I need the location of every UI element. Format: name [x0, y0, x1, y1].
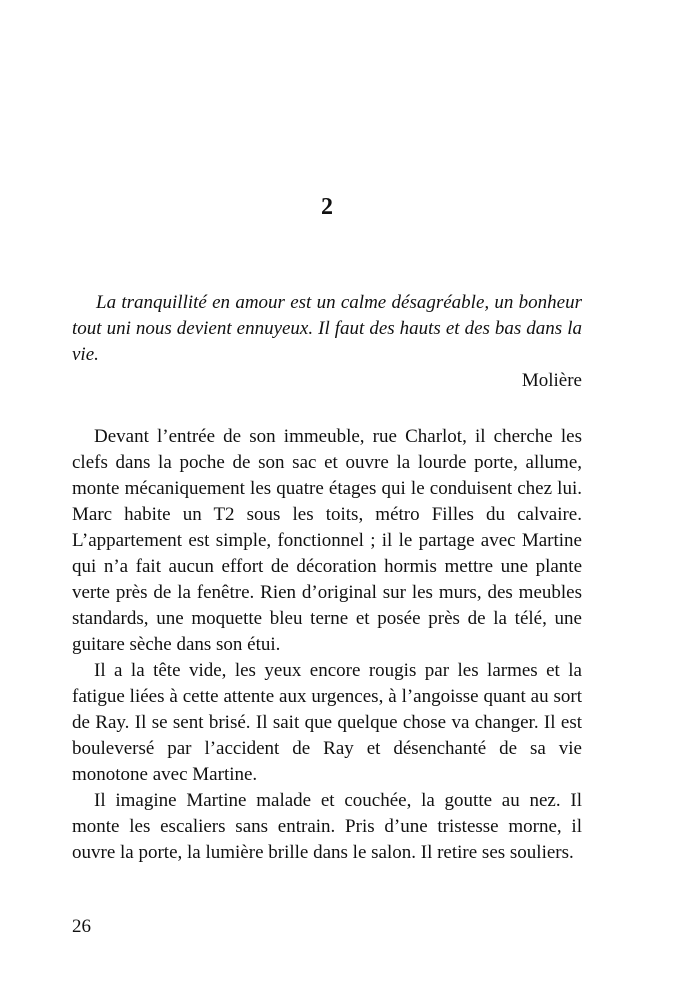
book-page	[72, 0, 582, 992]
epigraph-quote: La tranquillité en amour est un calme désagréable, un bonheur tout uni nous devient ennuyeux. Il faut des hauts et des bas dans la vie.	[72, 292, 582, 365]
body-paragraph: Il imagine Martine malade et couchée, la goutte au nez. Il monte les escaliers sans entrain. Pris d’une tristesse morne, il ouvre la porte, la lumière brille dans le salon. Il retire ses souliers.	[72, 790, 582, 863]
body-paragraph: Devant l’entrée de son immeuble, rue Charlot, il cherche les clefs dans la poche de son sac et ouvre la lourde porte, allume, monte mécaniquement les quatre étages qui le conduisent chez lui. Marc habite un T2 sous les toits, métro Filles du calvaire. L’appartement est simple, fonctionnel ; il le partage avec Martine qui n’a fait aucun effort de décoration hormis mettre une plante verte près de la fenêtre. Rien d’original sur les murs, des meubles standards, une moquette bleu terne et posée près de la télé, une guitare sèche dans son étui.	[72, 426, 582, 655]
chapter-number: 2	[321, 194, 333, 220]
chapter-body	[72, 424, 582, 866]
page-number: 26	[72, 916, 91, 937]
epigraph-author: Molière	[521, 370, 582, 391]
body-paragraph: Il a la tête vide, les yeux encore rougis par les larmes et la fatigue liées à cette attente aux urgences, à l’angoisse quant au sort de Ray. Il se sent brisé. Il sait que quelque chose va changer. Il est bouleversé par l’accident de Ray et désenchanté de sa vie monotone avec Martine.	[72, 660, 582, 785]
